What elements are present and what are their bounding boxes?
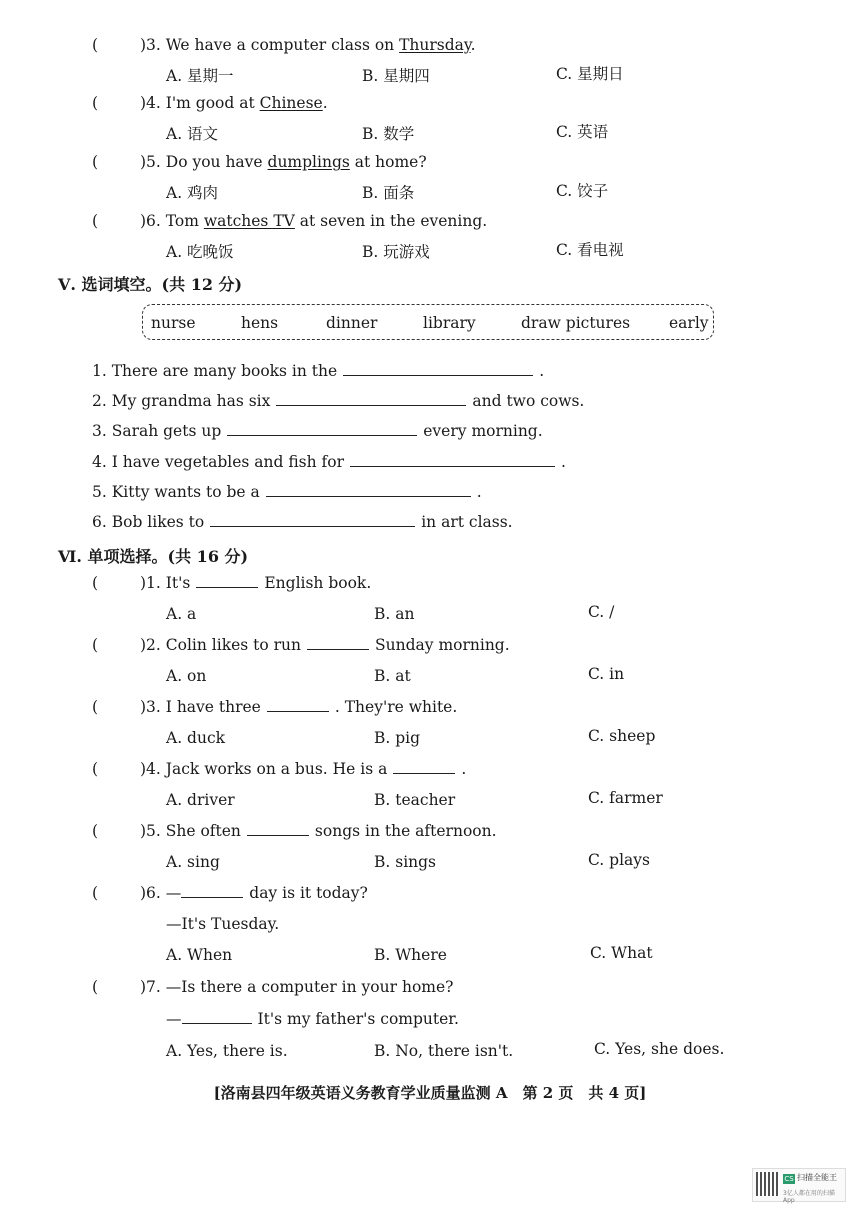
- option-c: C. 饺子: [556, 182, 609, 200]
- option-c: C. /: [588, 603, 615, 621]
- question-suffix: .: [322, 94, 328, 112]
- scanner-tagline: 3亿人都在用的扫描App: [783, 1190, 835, 1204]
- question-suffix: songs in the afternoon.: [314, 822, 497, 840]
- option-b: B. 数学: [362, 125, 415, 143]
- option-a: A. Yes, there is.: [166, 1042, 288, 1060]
- question-prefix: )4. Jack works on a bus. He is a: [140, 760, 388, 778]
- question-suffix: .: [470, 36, 476, 54]
- dialogue-text: It's my father's computer.: [257, 1010, 459, 1028]
- question-text: )7. —Is there a computer in your home?: [140, 978, 454, 996]
- sentence-end: and two cows.: [472, 392, 585, 410]
- answer-blank[interactable]: [276, 404, 466, 406]
- answer-blank[interactable]: [350, 465, 555, 467]
- question-suffix: Sunday morning.: [375, 636, 510, 654]
- question-prefix: )3. I have three: [140, 698, 261, 716]
- fill-in-sentence: [92, 422, 543, 440]
- option-c: C. in: [588, 665, 625, 683]
- answer-blank[interactable]: [266, 495, 471, 497]
- sentence-end: .: [476, 483, 482, 501]
- dialogue-response: —It's Tuesday.: [166, 915, 280, 933]
- option-a: A. When: [166, 946, 233, 964]
- word-bank-item: hens: [241, 314, 279, 332]
- question-prefix: )6. Tom: [140, 212, 204, 230]
- question-text: [140, 574, 371, 592]
- question-suffix: at seven in the evening.: [294, 212, 488, 230]
- question-suffix: English book.: [264, 574, 372, 592]
- option-a: A. 语文: [166, 125, 219, 143]
- option-b: B. at: [374, 667, 411, 685]
- sentence-end: .: [539, 362, 545, 380]
- option-b: B. sings: [374, 853, 437, 871]
- sentence-start: 2. My grandma has six: [92, 392, 271, 410]
- answer-bracket: (: [92, 822, 99, 840]
- sentence-end: .: [561, 453, 566, 471]
- option-c: C. plays: [588, 851, 650, 869]
- option-c: C. 英语: [556, 123, 609, 141]
- answer-bracket: (: [92, 698, 99, 716]
- word-bank: [142, 304, 714, 340]
- option-b: B. pig: [374, 729, 421, 747]
- option-a: A. duck: [166, 729, 226, 747]
- option-b: B. 面条: [362, 184, 415, 202]
- answer-bracket: (: [92, 153, 99, 171]
- option-c: C. Yes, she does.: [594, 1040, 725, 1058]
- answer-bracket: (: [92, 978, 99, 996]
- answer-blank[interactable]: [267, 710, 329, 712]
- answer-blank[interactable]: [307, 648, 369, 650]
- word-bank-item: dinner: [326, 314, 378, 332]
- option-a: A. 鸡肉: [166, 184, 219, 202]
- question-text: [140, 36, 476, 54]
- answer-blank[interactable]: [227, 434, 417, 436]
- dialogue-response: [166, 1010, 459, 1028]
- fill-in-sentence: [92, 513, 513, 531]
- question-text: [140, 822, 497, 840]
- question-prefix: )3. We have a computer class on: [140, 36, 400, 54]
- underlined-word: dumplings: [267, 153, 350, 171]
- sentence-start: 6. Bob likes to: [92, 513, 205, 531]
- option-a: A. driver: [166, 791, 235, 809]
- question-prefix: )5. Do you have: [140, 153, 268, 171]
- question-text: [140, 636, 510, 654]
- question-text: [140, 94, 328, 112]
- answer-bracket: (: [92, 574, 99, 592]
- word-bank-item: nurse: [151, 314, 196, 332]
- option-c: C. sheep: [588, 727, 656, 745]
- answer-blank[interactable]: [196, 586, 258, 588]
- option-b: B. Where: [374, 946, 447, 964]
- underlined-word: Chinese: [259, 94, 323, 112]
- answer-bracket: (: [92, 760, 99, 778]
- question-text: [140, 212, 487, 230]
- underlined-word: watches TV: [203, 212, 295, 230]
- dialogue-dash: —: [166, 1010, 182, 1028]
- question-prefix: )6. —: [140, 884, 182, 902]
- option-b: B. 星期四: [362, 67, 430, 85]
- qr-code-icon: [756, 1172, 780, 1196]
- option-b: B. teacher: [374, 791, 456, 809]
- question-prefix: )2. Colin likes to run: [140, 636, 302, 654]
- word-bank-item: early: [669, 314, 709, 332]
- question-prefix: )1. It's: [140, 574, 191, 592]
- question-suffix: . They're white.: [334, 698, 458, 716]
- sentence-start: 5. Kitty wants to be a: [92, 483, 260, 501]
- option-c: C. 看电视: [556, 241, 624, 259]
- fill-in-sentence: [92, 392, 584, 410]
- sentence-end: every morning.: [423, 422, 543, 440]
- answer-blank[interactable]: [181, 896, 243, 898]
- answer-bracket: (: [92, 884, 99, 902]
- answer-bracket: (: [92, 94, 99, 112]
- option-a: A. 吃晚饭: [166, 243, 234, 261]
- sentence-start: 1. There are many books in the: [92, 362, 338, 380]
- answer-bracket: (: [92, 212, 99, 230]
- question-text: [140, 760, 466, 778]
- sentence-start: 3. Sarah gets up: [92, 422, 222, 440]
- scanner-app-name: 扫描全能王: [797, 1173, 837, 1182]
- section-6-title: Ⅵ. 单项选择。(共 16 分): [58, 547, 249, 566]
- section-5-title: Ⅴ. 选词填空。(共 12 分): [58, 275, 243, 294]
- answer-blank[interactable]: [343, 374, 533, 376]
- sentence-start: 4. I have vegetables and fish for: [92, 453, 345, 471]
- scanner-logo-icon: CS: [784, 1175, 794, 1183]
- answer-blank[interactable]: [210, 525, 415, 527]
- word-bank-item: library: [423, 314, 476, 332]
- question-suffix: day is it today?: [249, 884, 368, 902]
- answer-blank[interactable]: [247, 834, 309, 836]
- option-a: A. on: [166, 667, 207, 685]
- underlined-word: Thursday: [399, 36, 471, 54]
- word-bank-item: draw pictures: [521, 314, 631, 332]
- answer-bracket: (: [92, 636, 99, 654]
- answer-blank[interactable]: [182, 1022, 252, 1024]
- question-text: [140, 698, 457, 716]
- option-a: A. 星期一: [166, 67, 234, 85]
- question-text: [140, 153, 427, 171]
- fill-in-sentence: [92, 362, 544, 380]
- answer-blank[interactable]: [393, 772, 455, 774]
- option-b: B. No, there isn't.: [374, 1042, 514, 1060]
- option-a: A. a: [166, 605, 197, 623]
- question-prefix: )4. I'm good at: [140, 94, 260, 112]
- option-c: C. What: [590, 944, 653, 962]
- answer-bracket: (: [92, 36, 99, 54]
- question-prefix: )5. She often: [140, 822, 241, 840]
- page-footer: [洛南县四年级英语义务教育学业质量监测 A 第 2 页 共 4 页]: [213, 1084, 647, 1102]
- option-b: B. an: [374, 605, 415, 623]
- question-suffix: .: [461, 760, 467, 778]
- option-c: C. farmer: [588, 789, 663, 807]
- sentence-end: in art class.: [421, 513, 513, 531]
- question-text: [140, 884, 368, 902]
- question-suffix: at home?: [349, 153, 427, 171]
- option-a: A. sing: [166, 853, 220, 871]
- option-b: B. 玩游戏: [362, 243, 430, 261]
- option-c: C. 星期日: [556, 65, 624, 83]
- scanner-watermark: [752, 1168, 846, 1202]
- fill-in-sentence: [92, 453, 566, 471]
- fill-in-sentence: [92, 483, 482, 501]
